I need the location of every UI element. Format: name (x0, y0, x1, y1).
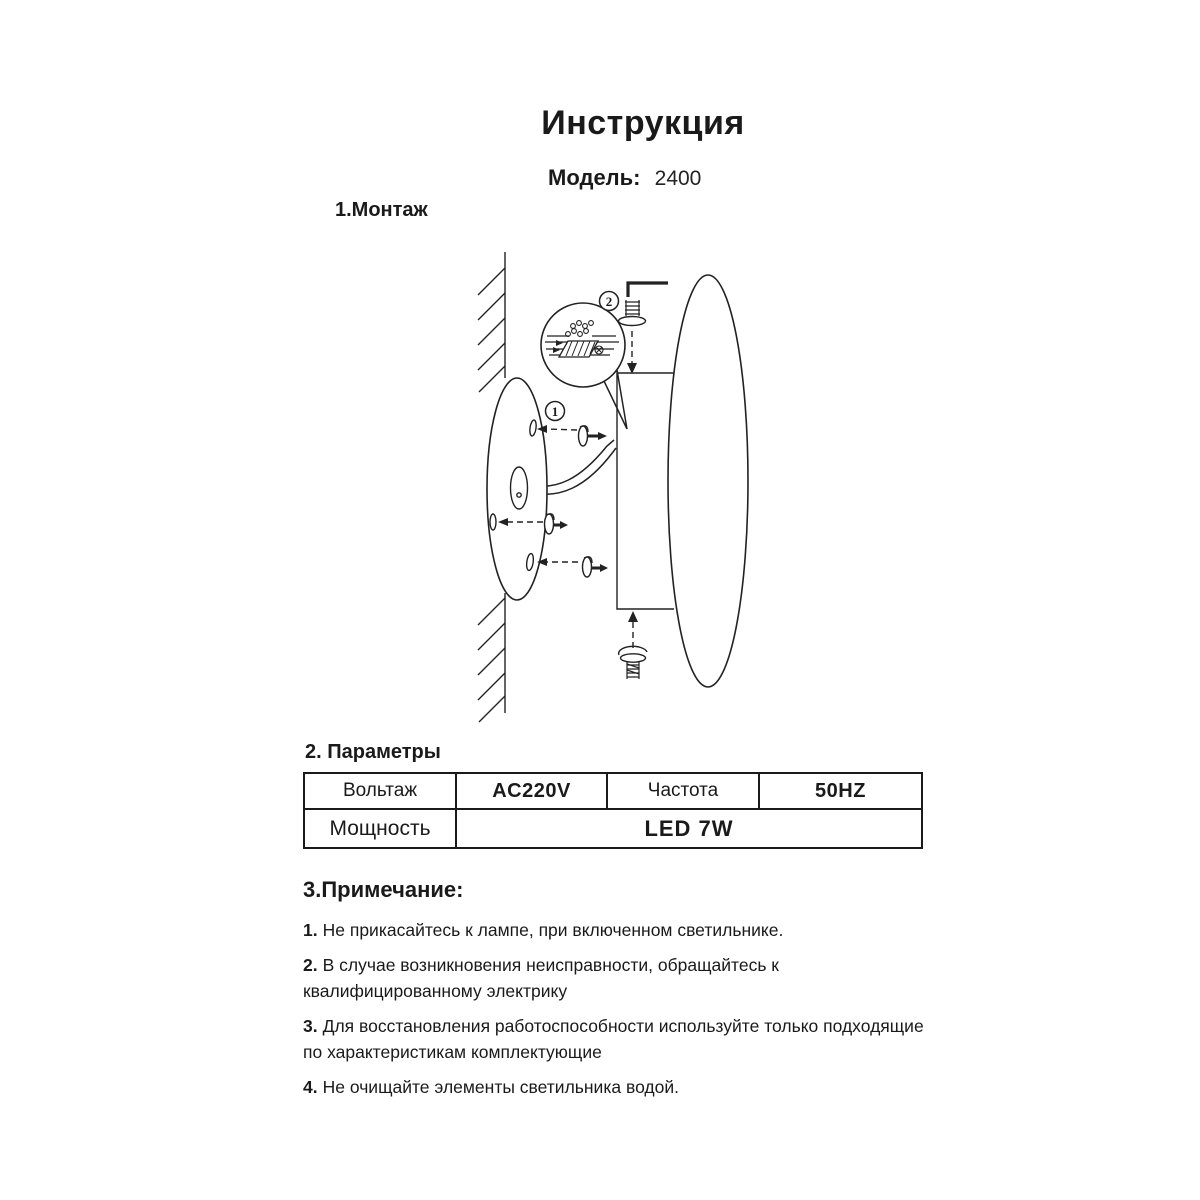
lamp-housing (617, 373, 676, 609)
note-number: 2. (303, 955, 318, 975)
plate-screw-icons (545, 426, 602, 577)
list-item (303, 1013, 937, 1065)
frequency-value: 50HZ (815, 779, 866, 802)
note-text: Не прикасайтесь к лампе, при включенном светильнике. (322, 920, 784, 940)
voltage-value: AC220V (457, 774, 608, 808)
page-title: Инструкция (541, 104, 745, 142)
top-bracket (628, 283, 668, 297)
note-number: 3. (303, 1016, 318, 1036)
frequency-label: Частота (608, 774, 760, 808)
mounting-diagram (440, 235, 860, 740)
section-heading-notes: 3.Примечание: (303, 877, 464, 902)
notes-list (303, 917, 937, 1109)
section-heading-params: 2. Параметры (305, 741, 441, 763)
step-2-label: 2 (605, 294, 613, 309)
table-row (305, 810, 921, 847)
model-value: 2400 (654, 167, 702, 190)
bottom-screw-icon (619, 646, 647, 679)
note-text: Не очищайте элементы светильника водой. (322, 1077, 680, 1097)
list-item (303, 917, 937, 943)
model-label: Модель: (548, 165, 641, 190)
voltage-label: Вольтаж (305, 774, 457, 808)
list-item (303, 952, 937, 1004)
top-screw-icon (619, 300, 646, 326)
cable-hole (511, 467, 528, 509)
note-text: В случае возникновения неисправности, обращайтесь к квалифицированному электрику (303, 955, 779, 1001)
parameters-table (303, 772, 923, 849)
model-line (548, 165, 701, 191)
power-label: Мощность (305, 810, 457, 847)
power-value: LED 7W (644, 815, 734, 841)
note-number: 1. (303, 920, 318, 940)
mounting-plate (487, 378, 547, 600)
list-item (303, 1074, 937, 1100)
note-text: Для восстановления работоспособности используйте только подходящие по характеристикам комплектующие (303, 1016, 924, 1062)
note-number: 4. (303, 1077, 318, 1097)
section-heading-montage: 1.Монтаж (335, 199, 428, 221)
lamp-diffuser (668, 275, 748, 687)
table-row (305, 774, 921, 810)
step-1-label: 1 (551, 404, 559, 419)
